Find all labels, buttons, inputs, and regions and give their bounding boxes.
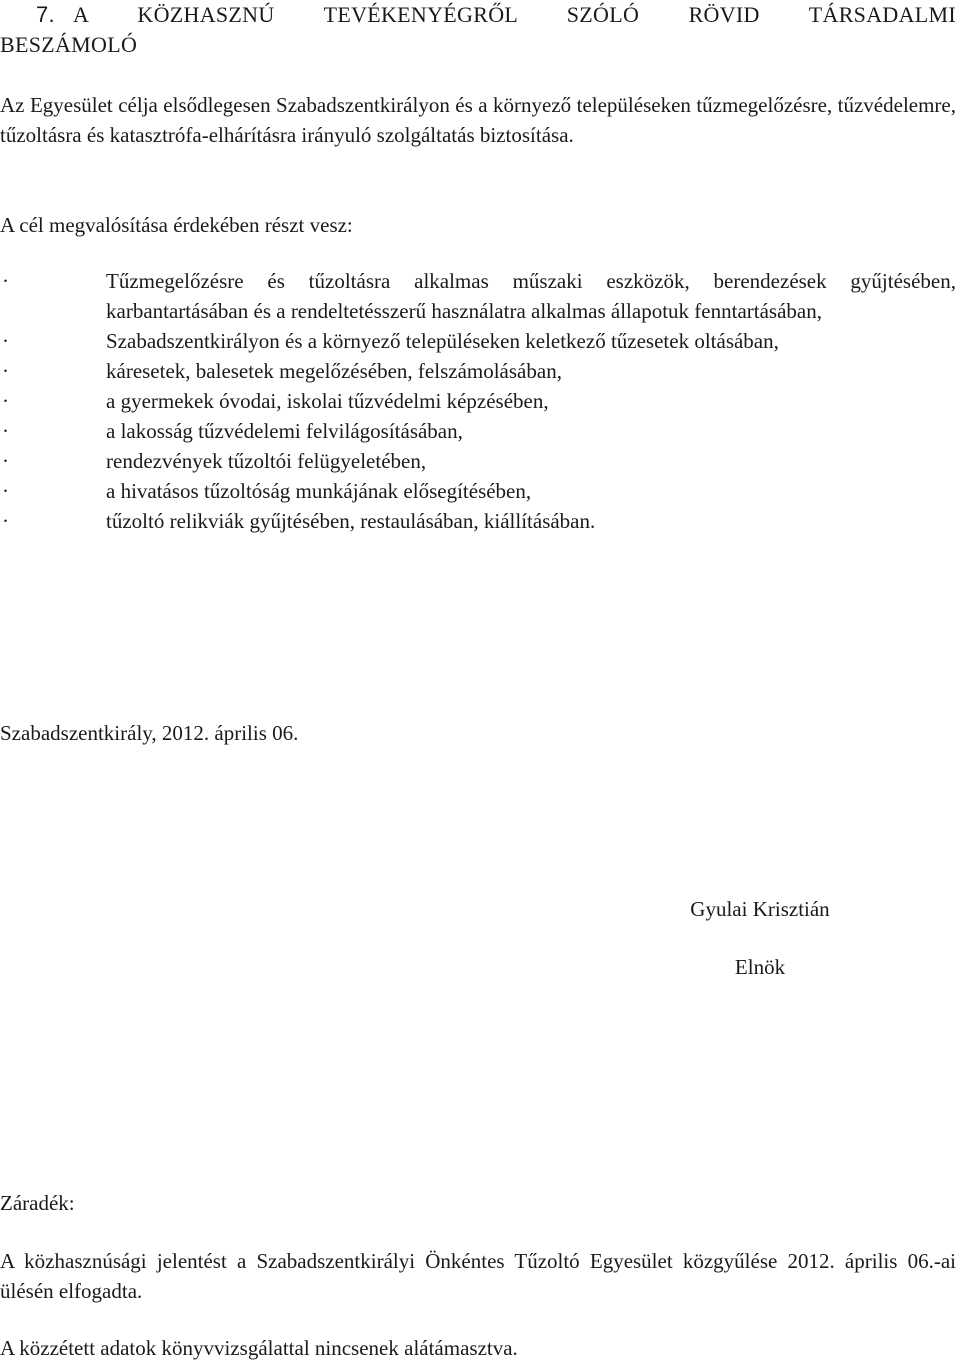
list-item-text: Szabadszentkirályon és a környező településeken keletkező tűzesetek oltásában, <box>106 329 779 353</box>
place-and-date: Szabadszentkirály, 2012. április 06. <box>0 721 299 745</box>
bullet-marker: · <box>2 329 9 353</box>
list-item-text: a hivatásos tűzoltóság munkájának elősegítésében, <box>106 479 532 503</box>
list-item <box>0 356 956 386</box>
heading-title-line-2: BESZÁMOLÓ <box>0 32 138 57</box>
list-item <box>0 326 956 356</box>
list-item-text: káresetek, balesetek megelőzésében, felszámolásában, <box>106 359 562 383</box>
list-item <box>0 446 956 476</box>
list-item <box>0 416 956 446</box>
intro-paragraph: Az Egyesület célja elsődlegesen Szabadszentkirályon és a környező településeken tűzmegelőzésre, tűzvédelemre, tűzoltásra és katasztrófa-elhárításra irányuló szolgáltatás biztosítása. <box>0 93 956 147</box>
list-item <box>0 266 956 326</box>
clause-title: Záradék: <box>0 1191 75 1215</box>
bullet-marker: · <box>2 509 9 533</box>
list-item-text: rendezvények tűzoltói felügyeletében, <box>106 449 427 473</box>
bullet-marker: · <box>2 389 9 413</box>
signatory-name: Gyulai Krisztián <box>690 897 830 921</box>
bullet-marker: · <box>2 359 9 383</box>
list-item <box>0 506 956 536</box>
list-item-text: a gyermekek óvodai, iskolai tűzvédelmi képzésében, <box>106 389 549 413</box>
list-item-text: tűzoltó relikviák gyűjtésében, restaulásában, kiállításában. <box>106 509 596 533</box>
bullet-marker: · <box>2 269 9 293</box>
activity-list <box>0 266 956 536</box>
section-number: 7. <box>36 2 55 27</box>
list-item <box>0 386 956 416</box>
heading-line-1 <box>0 0 956 30</box>
lead-sentence: A cél megvalósítása érdekében részt vesz: <box>0 213 353 237</box>
heading-title-line-1: A KÖZHASZNÚ TEVÉKENYÉGRŐL SZÓLÓ RÖVID TÁRSADALMI <box>73 2 956 27</box>
bullet-marker: · <box>2 449 9 473</box>
clause-text: A közhasznúsági jelentést a Szabadszentkirályi Önkéntes Tűzoltó Egyesület közgyűlése 2012. április 06.-ai ülésén elfogadta. <box>0 1249 956 1303</box>
list-item-text: Tűzmegelőzésre és tűzoltásra alkalmas műszaki eszközök, berendezések gyűjtésében, karbantartásában és a rendeltetésszerű használatra alkalmas állapotuk fenntartásában, <box>106 269 956 323</box>
final-note: A közzétett adatok könyvvizsgálattal nincsenek alátámasztva. <box>0 1336 518 1360</box>
bullet-marker: · <box>2 419 9 443</box>
section-heading <box>0 0 956 60</box>
list-item-text: a lakosság tűzvédelemi felvilágosításában, <box>106 419 463 443</box>
bullet-marker: · <box>2 479 9 503</box>
signatory-role: Elnök <box>734 955 786 979</box>
list-item <box>0 476 956 506</box>
